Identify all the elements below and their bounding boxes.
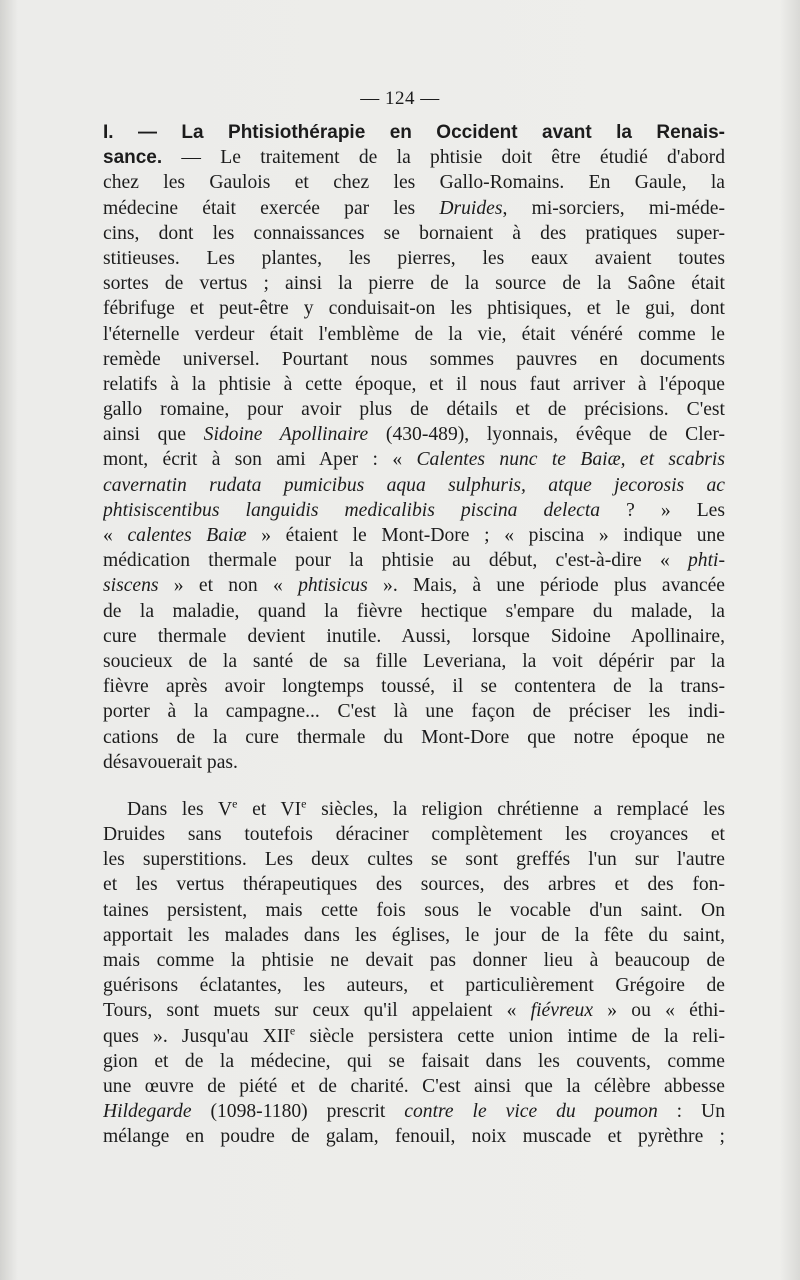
text-line xyxy=(103,1024,725,1049)
text-line: cure thermale devient inutile. Aussi, lorsque Sidoine Apollinaire, xyxy=(103,625,725,647)
text-line: stitieuses. Les plantes, les pierres, les eaux avaient toutes xyxy=(103,247,725,269)
text-line: mélange en poudre de galam, fenouil, noix muscade et pyrèthre ; xyxy=(103,1126,725,1148)
text-span: (1098-1180) prescrit xyxy=(191,1101,405,1123)
italic-term: Sidoine Apollinaire xyxy=(203,424,369,446)
text-line: guérisons éclatantes, les auteurs, et particulièrement Grégoire de xyxy=(103,975,725,997)
text-line xyxy=(103,498,725,523)
text-span: » ou « éthi- xyxy=(593,1000,725,1022)
text-line xyxy=(103,196,725,221)
text-line xyxy=(103,145,725,170)
text-span: siècle persistera cette union intime de la reli- xyxy=(295,1025,725,1047)
text-line: apportait les malades dans les églises, le jour de la fête du saint, xyxy=(103,924,725,946)
text-span: médication thermale pour la phtisie au début, c'est-à-dire « xyxy=(103,550,688,572)
text-line: les superstitions. Les deux cultes se sont greffés l'un sur l'autre xyxy=(103,849,725,871)
text-line: cins, dont les connaissances se bornaient à des pratiques super- xyxy=(103,222,725,244)
latin-quote: phtisiscentibus languidis medicalibis piscina delecta xyxy=(103,499,601,521)
section-heading xyxy=(103,120,725,145)
text-line xyxy=(103,797,725,822)
latin-quote: cavernatin rudata pumicibus aqua sulphuris, atque jecorosis ac xyxy=(103,474,725,496)
text-line: une œuvre de piété et de charité. C'est ainsi que la célèbre abbesse xyxy=(103,1075,725,1097)
text-span: Dans les V xyxy=(127,798,233,820)
text-line: fièvre après avoir longtemps toussé, il se contentera de la trans- xyxy=(103,676,725,698)
text-span: » étaient le Mont-Dore ; « piscina » indique une xyxy=(246,525,725,546)
text-span: Tours, sont muets sur ceux qu'il appelaient « xyxy=(103,1000,531,1022)
text-span: ques ». Jusqu'au XII xyxy=(103,1025,290,1047)
superscript: e xyxy=(232,796,238,811)
italic-term: calentes Baiæ xyxy=(127,525,247,546)
italic-term: Druides xyxy=(439,197,503,219)
text-line: cations de la cure thermale du Mont-Dore que notre époque ne xyxy=(103,726,725,748)
text-line: de la maladie, quand la fièvre hectique s'empare du malade, la xyxy=(103,600,725,622)
italic-term: phti- xyxy=(687,550,725,572)
paragraph-2 xyxy=(103,797,725,1150)
text-span: : Un xyxy=(657,1101,725,1123)
text-line: gallo romaine, pour avoir plus de détails et de précisions. C'est xyxy=(103,399,725,421)
text-line xyxy=(103,548,725,573)
text-line: l'éternelle verdeur était l'emblème de la vie, était vénéré comme le xyxy=(103,323,725,345)
text-span: siècles, la religion chrétienne a remplacé les xyxy=(306,798,725,820)
text-line: remède universel. Pourtant nous sommes pauvres en documents xyxy=(103,348,725,370)
text-line: porter à la campagne... C'est là une façon de préciser les indi- xyxy=(103,701,725,723)
text-line xyxy=(103,573,725,598)
text-span: ainsi que xyxy=(103,424,204,446)
text-line xyxy=(103,998,725,1023)
page-number: — 124 — xyxy=(360,88,440,109)
italic-term: fiévreux xyxy=(530,1000,594,1022)
latin-quote: Calentes nunc te Baiæ, et scabris xyxy=(416,449,725,471)
text-line: désavouerait pas. xyxy=(103,751,238,773)
superscript: e xyxy=(289,1023,296,1038)
italic-term: siscens xyxy=(103,575,159,597)
text-line: Druides sans toutefois déraciner complètement les croyances et xyxy=(103,824,725,846)
text-span: » et non « xyxy=(158,575,299,597)
text-line: chez les Gaulois et chez les Gallo-Romains. En Gaule, la xyxy=(103,172,725,194)
text-line xyxy=(103,523,725,548)
text-line: soucieux de la santé de sa fille Leveriana, la voit dépérir par la xyxy=(103,650,725,672)
text-line xyxy=(103,422,725,447)
section-heading-line-1: I. — La Phtisiothérapie en Occident avant la Renais- xyxy=(103,122,725,143)
superscript: e xyxy=(301,796,307,811)
text-line: relatifs à la phtisie à cette époque, et il nous faut arriver à l'époque xyxy=(103,373,725,395)
text-line: taines persistent, mais cette fois sous le vocable d'un saint. On xyxy=(103,899,725,921)
section-heading-line-2: sance. xyxy=(103,147,163,169)
body-text xyxy=(103,120,725,1150)
text-line: gion et de la médecine, qui se faisait dans les couvents, comme xyxy=(103,1050,725,1072)
italic-term: Hildegarde xyxy=(103,1101,192,1123)
italic-term: contre le vice du poumon xyxy=(404,1101,658,1123)
text-span: ? » Les xyxy=(600,499,725,521)
text-span: (430-489), lyonnais, évêque de Cler- xyxy=(368,424,725,446)
text-line: fébrifuge et peut-être y conduisait-on les phtisiques, et le gui, dont xyxy=(103,298,725,320)
text-span: « xyxy=(103,525,128,546)
italic-term: phtisicus xyxy=(298,575,368,597)
text-line: sortes de vertus ; ainsi la pierre de la source de la Saône était xyxy=(103,273,725,295)
text-span: et VI xyxy=(237,798,302,820)
text-line xyxy=(103,447,725,472)
text-span: médecine était exercée par les xyxy=(103,197,440,219)
text-span: mont, écrit à son ami Aper : « xyxy=(103,449,417,471)
text-line xyxy=(103,1099,725,1124)
text-line: mais comme la phtisie ne devait pas donner lieu à beaucoup de xyxy=(103,950,725,971)
text-line: et les vertus thérapeutiques des sources, des arbres et des fon- xyxy=(103,874,725,896)
paragraph-1 xyxy=(103,120,725,775)
text-span: , mi-sorciers, mi-méde- xyxy=(502,197,725,219)
text-span: ». Mais, à une période plus avancée xyxy=(367,575,725,597)
text-span: — Le traitement de la phtisie doit être étudié d'abord xyxy=(162,147,725,169)
